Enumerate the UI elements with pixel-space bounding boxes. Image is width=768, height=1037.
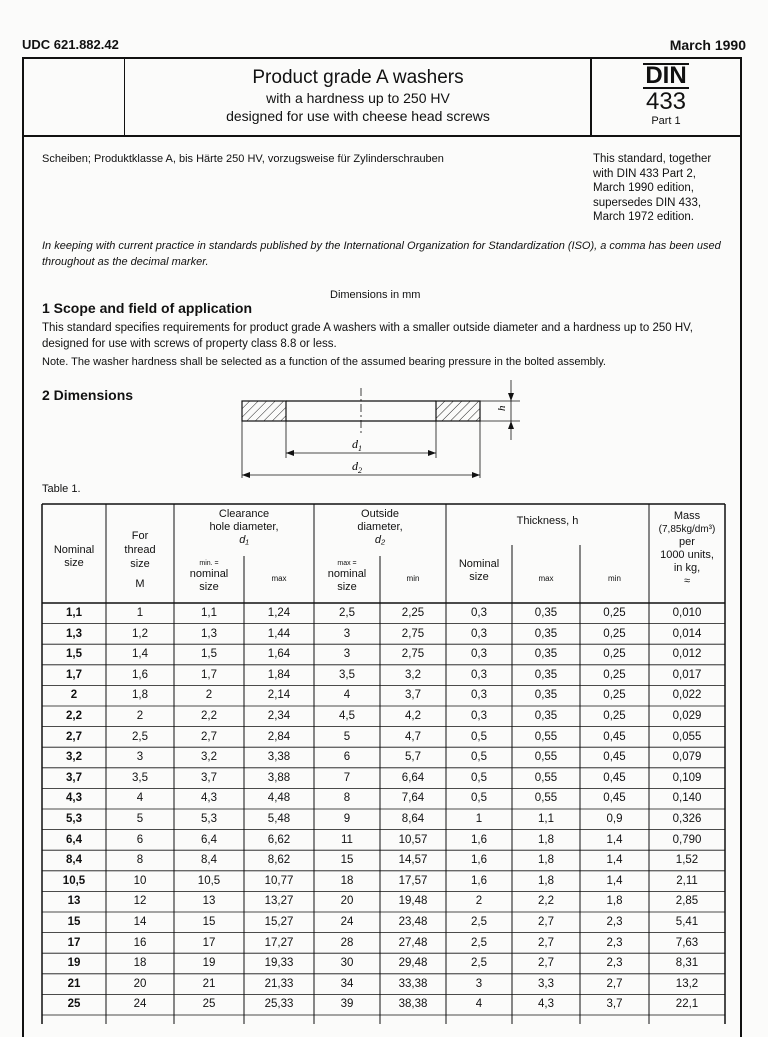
table-cell: 28 (340, 936, 354, 949)
table-cell: 6,62 (267, 833, 291, 846)
table-cell: 0,022 (672, 689, 702, 702)
table-cell: 0,079 (672, 751, 702, 764)
table-cell: 10 (133, 874, 147, 887)
table-cell: 11 (341, 833, 353, 846)
table-cell: 1,3 (201, 627, 217, 640)
table-cell: 0,5 (471, 792, 487, 805)
table-cell: 0,3 (471, 607, 487, 619)
nominal-size-cell: 3,7 (66, 771, 82, 784)
title-line-3: designed for use with cheese head screws (226, 108, 490, 124)
table-cell: 3,3 (538, 977, 554, 990)
title-line-1: Product grade A washers (252, 67, 464, 88)
table-cell: 7 (343, 771, 351, 784)
table-cell: 0,790 (672, 833, 702, 846)
table-cell: 1,52 (675, 854, 699, 867)
table-cell: 0,140 (672, 792, 702, 805)
table-cell: 2 (136, 710, 144, 722)
table-cell: 5,41 (675, 916, 699, 928)
header-outside-min: min (406, 574, 420, 583)
table-cell: 0,3 (471, 648, 487, 661)
table-cell: 12 (133, 895, 147, 908)
din-number: 433 (645, 88, 687, 115)
table-cell: 1,8 (538, 874, 554, 887)
table-cell: 21 (202, 977, 216, 990)
table-cell: 8,62 (267, 854, 291, 867)
table-cell: 0,55 (534, 730, 558, 743)
table-label: Table 1. (42, 483, 81, 495)
supersedes-note (593, 152, 738, 225)
table-cell: 2,14 (267, 689, 291, 702)
table-cell: 2,5 (471, 957, 487, 970)
title-right-cell (590, 59, 740, 135)
table-cell: 0,45 (603, 730, 626, 743)
table-cell: 13,2 (675, 977, 699, 990)
table-cell: 34 (340, 977, 354, 990)
table-cell: 1,2 (132, 627, 148, 640)
table-cell: 1,4 (606, 833, 623, 846)
table-cell: 8,31 (675, 957, 699, 970)
header-clearance-max: max (271, 574, 287, 583)
table-cell: 0,017 (672, 668, 702, 681)
table-cell: 0,25 (603, 627, 626, 640)
table-cell: 0,55 (534, 751, 558, 764)
table-cell: 9 (343, 813, 351, 825)
table-cell: 6 (136, 833, 144, 846)
table-cell: 16 (133, 936, 147, 949)
table-cell: 15 (340, 854, 354, 867)
table-cell: 3,7 (201, 771, 217, 784)
table-cell: 5 (136, 813, 144, 825)
table-cell: 13 (202, 895, 216, 908)
table-cell: 17,57 (398, 874, 428, 887)
table-cell: 1,6 (471, 854, 487, 867)
table-cell: 2,84 (267, 730, 291, 743)
table-cell: 14 (133, 916, 147, 928)
table-cell: 1,8 (606, 895, 623, 908)
table-cell: 1,84 (267, 668, 291, 681)
table-cell: 10,77 (264, 874, 294, 887)
table-cell: 3,2 (405, 668, 421, 681)
iso-decimal-note: In keeping with current practice in standards published by the International Organization for Standardization (ISO), a comma has been used throughout as the decimal marker. (42, 240, 721, 268)
table-cell: 0,3 (471, 627, 487, 640)
nominal-size-cell: 8,4 (66, 854, 82, 867)
table-cell: 1,8 (538, 854, 554, 867)
table-cell: 1,6 (132, 668, 148, 681)
table-cell: 1 (136, 607, 144, 619)
nominal-size-cell: 17 (67, 936, 81, 949)
table-cell: 2,2 (201, 710, 217, 722)
table-cell: 0,45 (603, 771, 626, 784)
table-cell: 4,7 (405, 730, 421, 743)
table-cell: 2,2 (538, 895, 554, 908)
nominal-size-cell: 15 (67, 916, 81, 928)
table-cell: 3 (475, 977, 483, 990)
title-line-2: with a hardness up to 250 HV (266, 90, 450, 106)
table-cell: 27,48 (398, 936, 428, 949)
table-cell: 0,3 (471, 710, 487, 722)
washer-drawing (230, 378, 530, 483)
table-cell: 0,9 (606, 813, 623, 825)
table-cell: 0,3 (471, 668, 487, 681)
table-cell: 3 (136, 751, 144, 764)
section-1-note: Note. The washer hardness shall be selected as a function of the assumed bearing pressure in the bolted assembly. (42, 356, 606, 368)
table-cell: 5 (343, 730, 351, 743)
table-cell: 5,48 (267, 813, 291, 825)
supersedes-line: with DIN 433 Part 2, (593, 167, 696, 180)
table-cell: 38,38 (398, 998, 428, 1011)
page-frame (22, 137, 742, 1037)
table-cell: 24 (340, 916, 354, 928)
header-outside-diameter: Outside diameter, d₂ (357, 508, 403, 546)
table-cell: 3,2 (201, 751, 217, 764)
table-cell: 2,7 (538, 916, 554, 928)
table-cell: 15,27 (264, 916, 294, 928)
table-cell: 2,5 (471, 936, 487, 949)
table-cell: 1,4 (132, 648, 148, 661)
table-cell: 8,64 (401, 813, 425, 825)
table-cell: 2,7 (538, 957, 554, 970)
table-cell: 39 (340, 998, 354, 1011)
header-nominal-size: Nominal size (53, 544, 95, 569)
nominal-size-cell: 10,5 (62, 874, 86, 887)
table-cell: 0,012 (672, 648, 702, 661)
supersedes-line: This standard, together (593, 153, 712, 165)
table-cell: 20 (133, 977, 147, 990)
table-cell: 14,57 (398, 854, 428, 867)
table-cell: 18 (340, 874, 354, 887)
table-cell: 4 (343, 689, 351, 702)
table-cell: 3,38 (267, 751, 291, 764)
table-cell: 0,45 (603, 792, 626, 805)
table-cell: 13,27 (264, 895, 294, 908)
title-box (22, 57, 742, 137)
table-cell: 8 (136, 854, 144, 867)
table-cell: 2,34 (267, 710, 291, 722)
nominal-size-cell: 6,4 (66, 833, 82, 846)
table-cell: 0,35 (534, 689, 558, 702)
header-outside-max: max = nominal size (327, 560, 367, 593)
table-cell: 1 (475, 813, 483, 825)
d2-label: $d_2$ (352, 459, 362, 475)
table-cell: 2,85 (675, 895, 699, 908)
table-cell: 2,7 (538, 936, 554, 949)
table-cell: 0,25 (603, 710, 626, 722)
table-cell: 1,44 (267, 627, 291, 640)
table-cell: 5,3 (201, 813, 217, 825)
table-cell: 3,7 (606, 998, 623, 1011)
table-cell: 3,88 (267, 771, 291, 784)
table-cell: 2,75 (401, 627, 425, 640)
table-cell: 2,7 (606, 977, 623, 990)
header-thickness-max: max (538, 574, 554, 583)
german-title: Scheiben; Produktklasse A, bis Härte 250 HV, vorzugsweise für Zylinderschrauben (42, 153, 444, 165)
table-cell: 30 (340, 957, 354, 970)
header-thickness: Thickness, h (516, 515, 579, 527)
table-cell: 2,3 (606, 916, 623, 928)
nominal-size-cell: 2 (70, 689, 78, 702)
table-cell: 4,5 (339, 710, 355, 722)
nominal-size-cell: 19 (67, 957, 81, 970)
header-thread-size: For thread size M (124, 530, 156, 590)
table-cell: 5,7 (405, 751, 421, 764)
nominal-size-cell: 4,3 (66, 792, 82, 805)
table-cell: 19 (202, 957, 216, 970)
title-left-cell (24, 59, 125, 135)
table-cell: 1,5 (201, 648, 217, 661)
table-cell: 0,25 (603, 689, 626, 702)
table-cell: 0,5 (471, 771, 487, 784)
table-cell: 22,1 (675, 998, 699, 1011)
title-center (126, 67, 590, 125)
h-label: h (496, 405, 508, 411)
table-cell: 3,7 (405, 689, 421, 702)
table-cell: 1,8 (538, 833, 554, 846)
nominal-size-cell: 21 (67, 977, 81, 990)
nominal-size-cell: 2,7 (66, 730, 82, 743)
table-cell: 0,35 (534, 648, 558, 661)
table-cell: 0,25 (603, 648, 626, 661)
table-cell: 1,1 (201, 607, 217, 619)
table-cell: 0,5 (471, 730, 487, 743)
nominal-size-cell: 2,2 (66, 710, 82, 722)
table-cell: 0,55 (534, 792, 558, 805)
table-cell: 0,109 (672, 771, 702, 784)
table-cell: 8 (343, 792, 351, 805)
table-cell: 24 (133, 998, 147, 1011)
header-clearance-hole: Clearance hole diameter, d₁ (209, 508, 279, 546)
header-thickness-nominal: Nominal size (458, 558, 500, 583)
header-thickness-min: min (608, 574, 621, 583)
table-cell: 19,48 (398, 895, 428, 908)
nominal-size-cell: 1,7 (66, 668, 82, 681)
table-cell: 3 (343, 648, 351, 661)
table-cell: 0,45 (603, 751, 626, 764)
table-cell: 6,4 (201, 833, 217, 846)
table-cell: 0,35 (534, 668, 558, 681)
section-1-heading: 1 Scope and field of application (42, 300, 253, 316)
table-cell: 10,5 (197, 874, 221, 887)
table-cell: 0,35 (534, 710, 558, 722)
table-cell: 1,1 (538, 813, 554, 825)
table-cell: 1,6 (471, 874, 487, 887)
table-cell: 3,5 (339, 668, 355, 681)
table-cell: 3,5 (132, 771, 148, 784)
washer-section-right (436, 401, 480, 421)
table-cell: 2 (205, 689, 213, 702)
nominal-size-cell: 3,2 (66, 751, 82, 764)
table-cell: 6 (343, 751, 351, 764)
table-cell: 2,25 (401, 607, 425, 619)
table-cell: 25 (202, 998, 216, 1011)
udc-number: UDC 621.882.42 (22, 37, 119, 52)
table-cell: 2,5 (132, 730, 148, 743)
table-cell: 20 (340, 895, 354, 908)
table-cell: 1,4 (606, 854, 623, 867)
table-cell: 2,5 (471, 916, 487, 928)
table-cell: 4 (136, 792, 144, 805)
section-1-text: This standard specifies requirements for product grade A washers with a smaller outside diameter and a hardness up to 250 HV, designed for use with screws of property class 8.8 or less. (42, 322, 693, 350)
table-cell: 0,25 (603, 668, 626, 681)
table-cell: 0,35 (534, 627, 558, 640)
table-cell: 2,7 (201, 730, 217, 743)
supersedes-line: March 1990 edition, (593, 182, 695, 194)
table-cell: 6,64 (401, 771, 425, 784)
publication-date: March 1990 (669, 37, 746, 53)
washer-section-left (242, 401, 286, 421)
table-cell: 4,48 (267, 792, 291, 805)
table-cell: 15 (202, 916, 216, 928)
table-cell: 0,010 (672, 607, 702, 619)
table-cell: 25,33 (264, 998, 294, 1011)
supersedes-line: supersedes DIN 433, (593, 196, 702, 209)
nominal-size-cell: 1,5 (66, 648, 82, 661)
din-logo: DIN (645, 62, 687, 89)
header-mass: Mass (7,85kg/dm³) per 1000 units, in kg, ≈ (658, 510, 716, 587)
table-cell: 1,8 (132, 689, 148, 702)
nominal-size-cell: 13 (67, 895, 81, 908)
table-cell: 1,4 (606, 874, 623, 887)
table-cell: 0,55 (534, 771, 558, 784)
table-cell: 0,055 (672, 730, 702, 743)
table-cell: 2,3 (606, 957, 623, 970)
table-cell: 23,48 (398, 916, 428, 928)
table-cell: 4,3 (538, 998, 554, 1011)
table-cell: 7,64 (401, 792, 425, 805)
table-cell: 7,63 (675, 936, 699, 949)
table-cell: 2,75 (401, 648, 425, 661)
table-cell: 2 (475, 895, 483, 908)
table-cell: 4 (475, 998, 483, 1011)
nominal-size-cell: 1,1 (66, 607, 82, 619)
table-cell: 0,029 (672, 710, 702, 722)
table-cell: 4,2 (405, 710, 421, 722)
table-cell: 33,38 (398, 977, 428, 990)
table-cell: 10,57 (398, 833, 428, 846)
nominal-size-cell: 1,3 (66, 627, 82, 640)
table-cell: 29,48 (398, 957, 428, 970)
table-cell: 21,33 (264, 977, 294, 990)
table-cell: 0,5 (471, 751, 487, 764)
table-cell: 18 (133, 957, 147, 970)
table-cell: 1,24 (267, 607, 291, 619)
nominal-size-cell: 5,3 (66, 813, 82, 825)
table-cell: 0,3 (471, 689, 487, 702)
table-cell: 17,27 (264, 936, 294, 949)
table-cell: 0,014 (672, 627, 702, 640)
header-clearance-min: min. = nominal size (189, 560, 229, 593)
table-cell: 0,25 (603, 607, 626, 619)
table-cell: 1,7 (201, 668, 217, 681)
supersedes-line: March 1972 edition. (593, 211, 695, 223)
section-2-heading: 2 Dimensions (42, 387, 134, 403)
table-cell: 0,35 (534, 607, 558, 619)
d1-label: $d_1$ (352, 437, 362, 453)
table-cell: 3 (343, 627, 351, 640)
nominal-size-cell: 25 (67, 998, 81, 1011)
table-cell: 1,64 (267, 648, 291, 661)
table-cell: 2,5 (339, 607, 355, 619)
table-cell: 8,4 (201, 854, 217, 867)
table-cell: 4,3 (201, 792, 217, 805)
table-cell: 1,6 (471, 833, 487, 846)
dimensions-unit-note: Dimensions in mm (330, 289, 421, 301)
table-cell: 2,11 (676, 874, 698, 887)
table-cell: 17 (202, 936, 216, 949)
table-cell: 2,3 (606, 936, 623, 949)
din-part: Part 1 (651, 115, 681, 127)
table-cell: 0,326 (672, 813, 702, 825)
table-cell: 19,33 (264, 957, 294, 970)
